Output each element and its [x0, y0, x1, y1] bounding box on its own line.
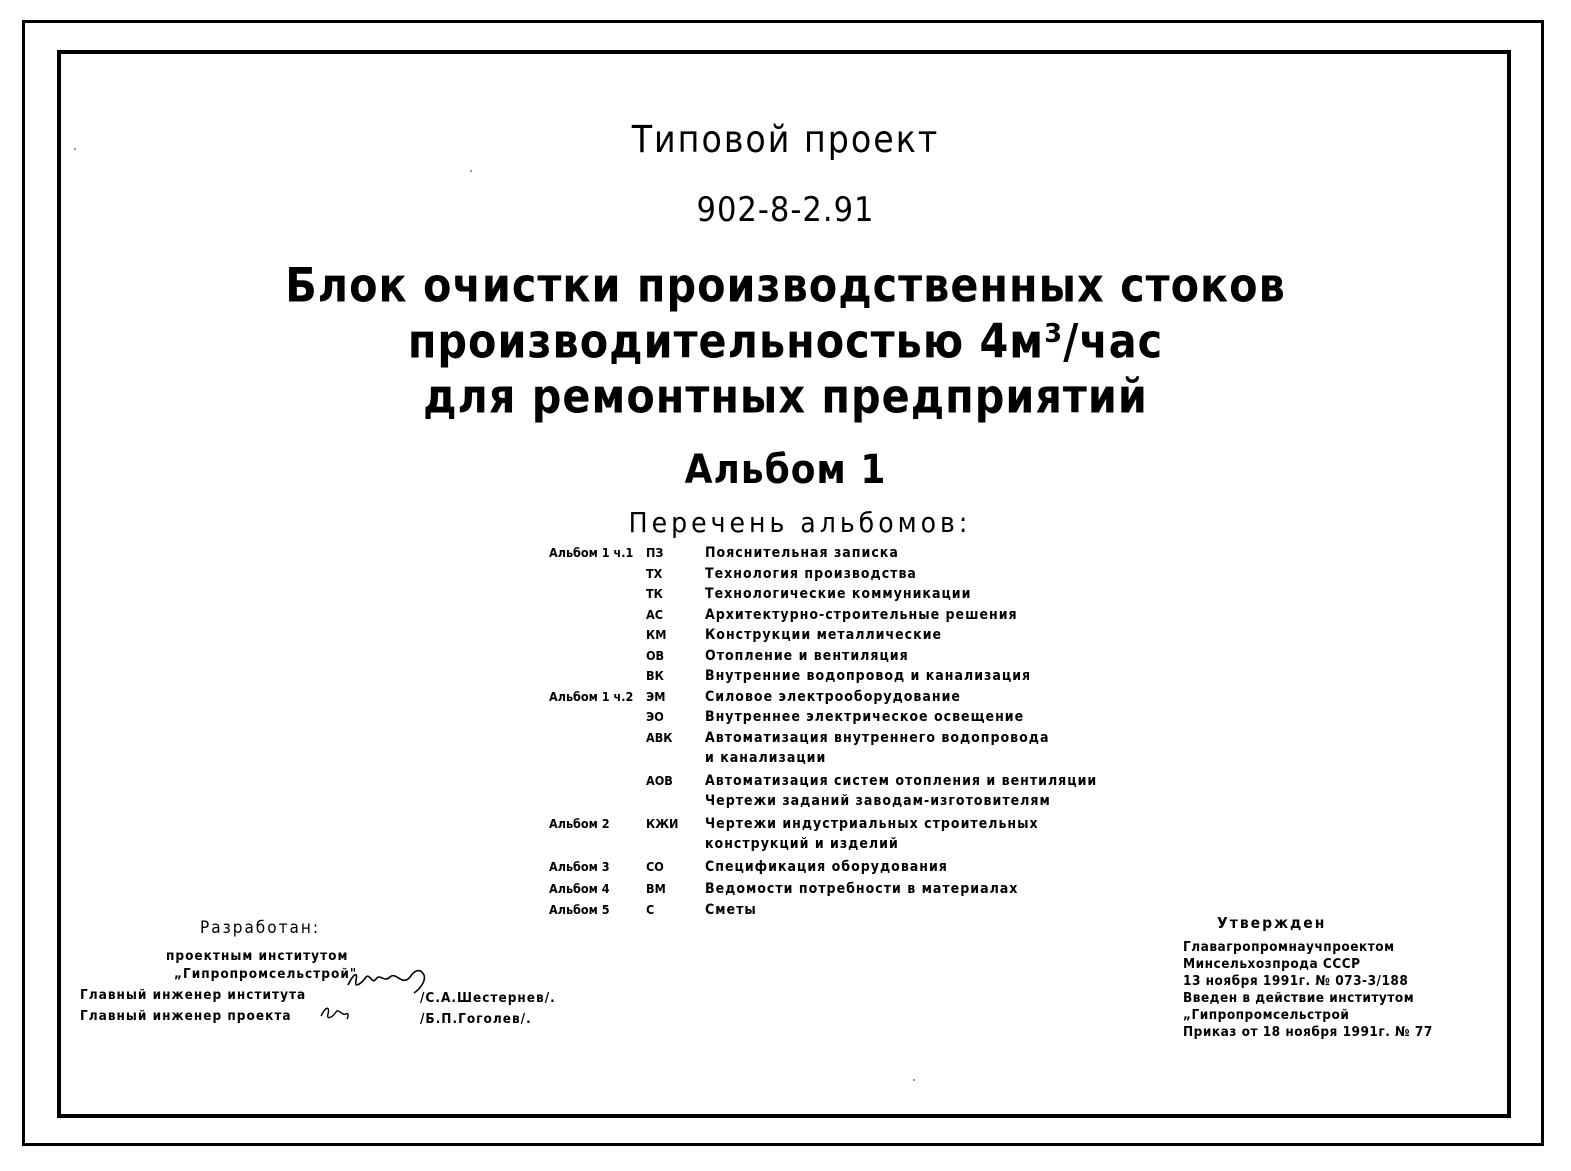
album-label: Альбом 4 — [549, 881, 610, 896]
section-name: Отопление и вентиляция — [705, 647, 909, 664]
section-code: ЭО — [646, 709, 664, 724]
section-code: С — [646, 901, 655, 917]
approved-heading: Утвержден — [1217, 914, 1327, 932]
approved-line-5: „Гипропромсельстрой — [1183, 1007, 1350, 1023]
section-name: и канализации — [705, 750, 827, 766]
section-code: АОВ — [646, 772, 673, 788]
signature-1 — [344, 963, 430, 999]
section-name: Технологические коммуникации — [705, 586, 972, 602]
chief-engineer-institute: Главный инженер института — [80, 987, 307, 1003]
approved-line-6: Приказ от 18 ноября 1991г. № 77 — [1183, 1024, 1433, 1040]
project-code: 902-8-2.91 — [696, 190, 875, 230]
section-name: Автоматизация внутреннего водопровода — [705, 729, 1050, 746]
section-code: ПЗ — [646, 545, 664, 560]
section-code: СО — [646, 858, 664, 874]
section-name: Чертежи индустриальных строительных — [705, 815, 1039, 832]
section-name: Чертежи заданий заводам-изготовителям — [705, 793, 1051, 809]
album-label: Альбом 1 ч.2 — [549, 688, 634, 704]
album-label: Альбом 2 — [549, 815, 610, 831]
approved-line-4: Введен в действие институтом — [1183, 990, 1415, 1006]
title-line-3: для ремонтных предприятий — [423, 368, 1148, 424]
section-name: Архитектурно-строительные решения — [705, 606, 1018, 623]
album-label: Альбом 3 — [549, 858, 610, 874]
approved-line-1: Главагропромнаучпроектом — [1183, 939, 1395, 955]
section-code: КМ — [646, 627, 667, 642]
section-name: Пояснительная записка — [705, 545, 899, 561]
album-label: Альбом 1 ч.1 — [549, 545, 634, 560]
album-label: Альбом 5 — [549, 901, 610, 917]
section-code: ТК — [646, 586, 663, 601]
section-name: Внутренние водопровод и канализация — [705, 668, 1032, 684]
section-name: Конструкции металлические — [705, 627, 943, 643]
approved-line-3: 13 ноября 1991г. № 073-3/188 — [1183, 973, 1409, 989]
approved-line-2: Минсельхозпрода СССР — [1183, 956, 1361, 972]
section-name: Технология производства — [705, 565, 917, 582]
speck — [913, 1079, 915, 1081]
speck — [74, 148, 76, 150]
chief-engineer-project: Главный инженер проекта — [80, 1008, 292, 1024]
section-code: ВК — [646, 668, 664, 683]
chief-engineer-institute-name: /С.А.Шестернев/. — [420, 990, 556, 1006]
section-name: Ведомости потребности в материалах — [705, 881, 1019, 897]
speck — [470, 170, 472, 172]
chief-engineer-project-name: /Б.П.Гоголев/. — [420, 1011, 532, 1027]
section-name: Силовое электрооборудование — [705, 688, 961, 705]
section-code: ТХ — [646, 565, 663, 581]
section-code: ВМ — [646, 881, 666, 896]
section-name: Внутреннее электрическое освещение — [705, 709, 1025, 725]
section-code: КЖИ — [646, 815, 679, 831]
section-name: конструкций и изделий — [705, 836, 899, 852]
developed-heading: Разработан: — [200, 918, 321, 938]
section-code: АС — [646, 606, 663, 622]
signature-2 — [318, 1002, 352, 1024]
developed-org-line1: проектным институтом — [166, 948, 349, 964]
section-name: Сметы — [705, 901, 757, 918]
section-name: Автоматизация систем отопления и вентиляции — [705, 772, 1098, 789]
section-code: ОВ — [646, 647, 665, 663]
album-number: Альбом 1 — [684, 447, 887, 493]
section-code: ЭМ — [646, 688, 666, 704]
developed-org-line2: „Гипропромсельстрой" — [174, 966, 358, 982]
project-type: Типовой проект — [631, 118, 940, 161]
title-line-1: Блок очистки производственных стоков — [285, 257, 1286, 313]
title-line-2: производительностью 4м³/час — [407, 313, 1164, 369]
section-code: АВК — [646, 729, 673, 745]
album-list-title: Перечень альбомов: — [628, 506, 972, 539]
section-name: Спецификация оборудования — [705, 858, 948, 875]
